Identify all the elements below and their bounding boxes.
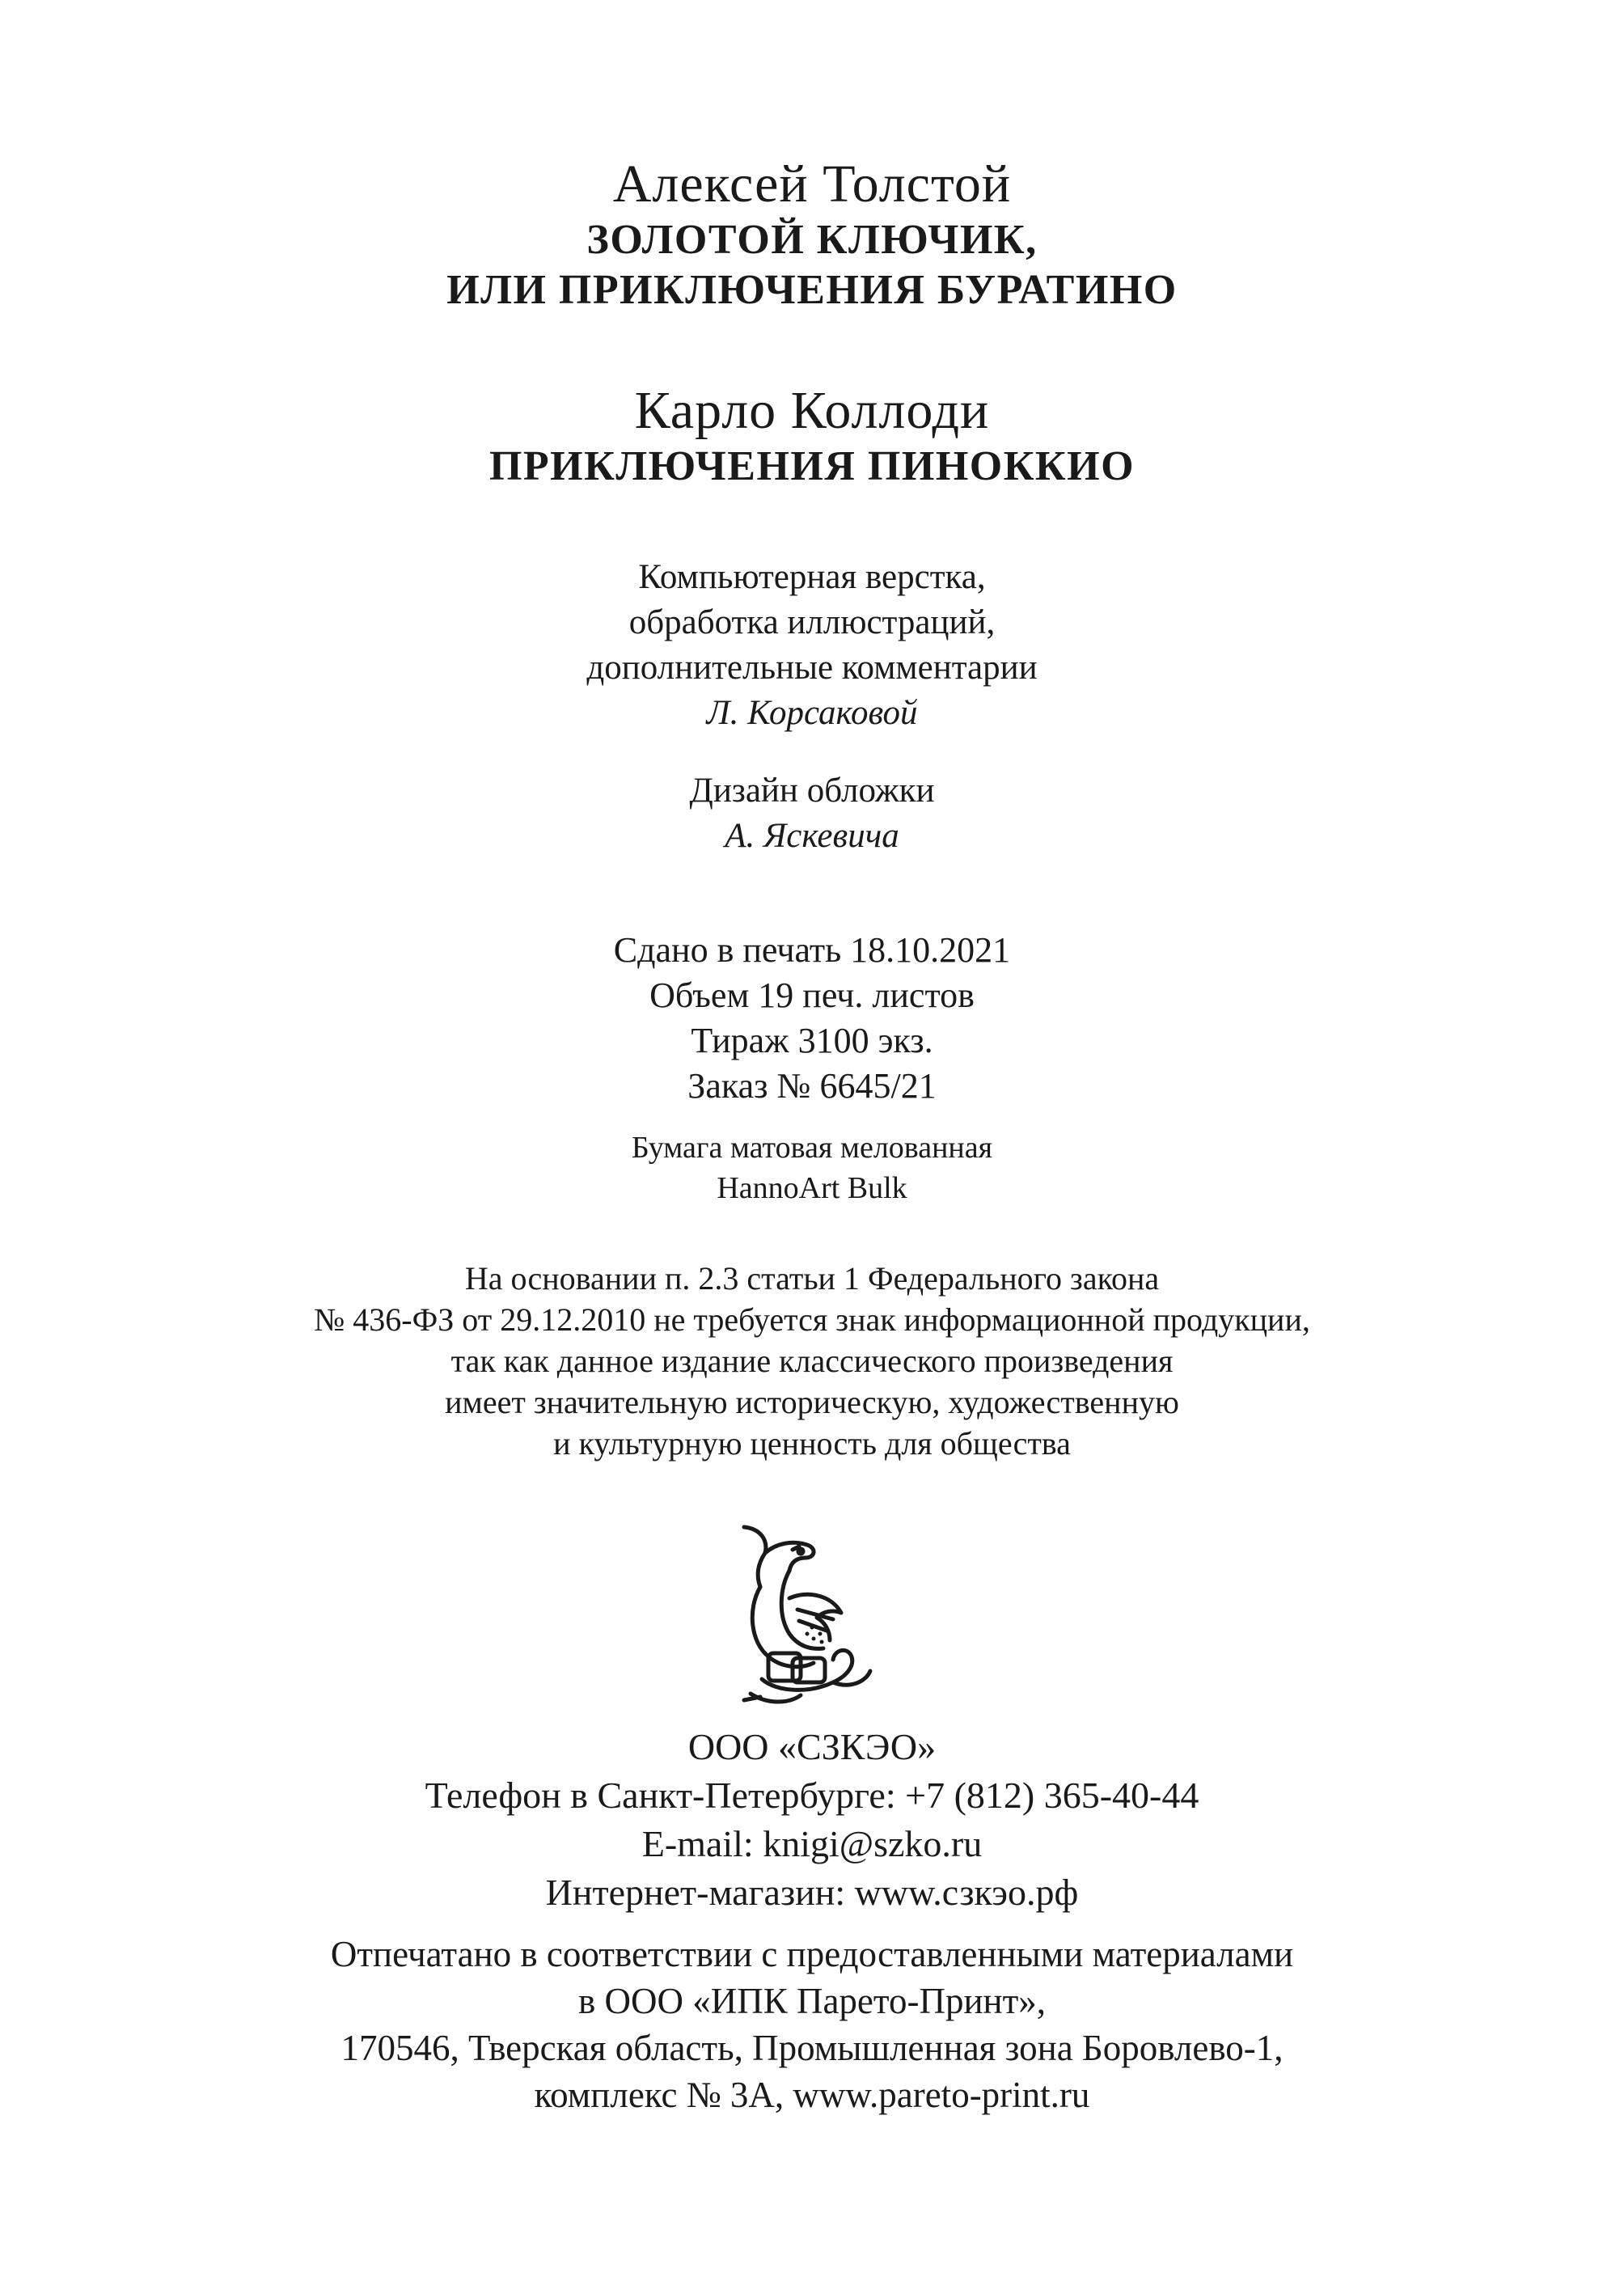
print-info-line-3: Тираж 3100 экз. (691, 1021, 933, 1060)
printer-line-1: Отпечатано в соответствии с предоставленными материалами (330, 1934, 1294, 1974)
cover-name: А. Яскевича (725, 817, 899, 855)
paper-line-2: HannoArt Bulk (717, 1171, 907, 1205)
print-info-line-4: Заказ № 6645/21 (687, 1066, 937, 1106)
printer-line-3: 170546, Тверская область, Промышленная зона Боровлево-1, (340, 2028, 1284, 2068)
publisher-name: ООО «СЗКЭО» (687, 1726, 937, 1767)
cover-label: Дизайн обложки (689, 772, 935, 810)
law-line-5: и культурную ценность для общества (553, 1425, 1071, 1462)
dragon-emblem-icon (712, 1521, 906, 1715)
paper-block (0, 1127, 1624, 1208)
law-line-3: так как данное издание классического произведения (450, 1343, 1174, 1379)
cover-credit-block (0, 768, 1624, 859)
credits-layout-line-1: Компьютерная верстка, (638, 558, 986, 596)
law-line-2: № 436-ФЗ от 29.12.2010 не требуется знак информационной продукции, (314, 1301, 1310, 1338)
book1-title-line-1: ЗОЛОТОЙ КЛЮЧИК, (586, 217, 1038, 263)
credits-layout-name: Л. Корсаковой (706, 694, 918, 732)
book2-author: Карло Коллоди (634, 381, 990, 440)
print-info-block (0, 928, 1624, 1109)
law-line-4: имеет значительную историческую, художественную (445, 1384, 1179, 1420)
credits-block (0, 555, 1624, 736)
print-info-line-2: Объем 19 печ. листов (649, 975, 975, 1015)
book1-title-line-2: ИЛИ ПРИКЛЮЧЕНИЯ БУРАТИНО (446, 267, 1178, 313)
publisher-phone: Телефон в Санкт-Петербурге: +7 (812) 365-40-44 (425, 1775, 1199, 1816)
printer-line-2: в ООО «ИПК Парето-Принт», (577, 1981, 1047, 2021)
publisher-web-shop: Интернет-магазин: www.сзкэо.рф (545, 1872, 1079, 1913)
book1-block (0, 154, 1624, 315)
publisher-email: E-mail: knigi@szko.ru (641, 1823, 983, 1864)
paper-line-1: Бумага матовая мелованная (631, 1131, 993, 1165)
law-notice-block (0, 1258, 1624, 1464)
printer-block (0, 1931, 1624, 2118)
law-line-1: На основании п. 2.3 статьи 1 Федерального закона (464, 1260, 1160, 1297)
printer-line-4: комплекс № 3А, www.pareto-print.ru (534, 2075, 1090, 2115)
print-info-line-1: Сдано в печать 18.10.2021 (613, 930, 1011, 970)
book2-block (0, 380, 1624, 492)
publisher-block (0, 1723, 1624, 1917)
credits-layout-line-2: обработка иллюстраций, (628, 603, 996, 641)
book1-author: Алексей Толстой (612, 154, 1012, 214)
credits-layout-line-3: дополнительные комментарии (586, 649, 1038, 687)
book2-title: ПРИКЛЮЧЕНИЯ ПИНОККИО (488, 443, 1136, 489)
